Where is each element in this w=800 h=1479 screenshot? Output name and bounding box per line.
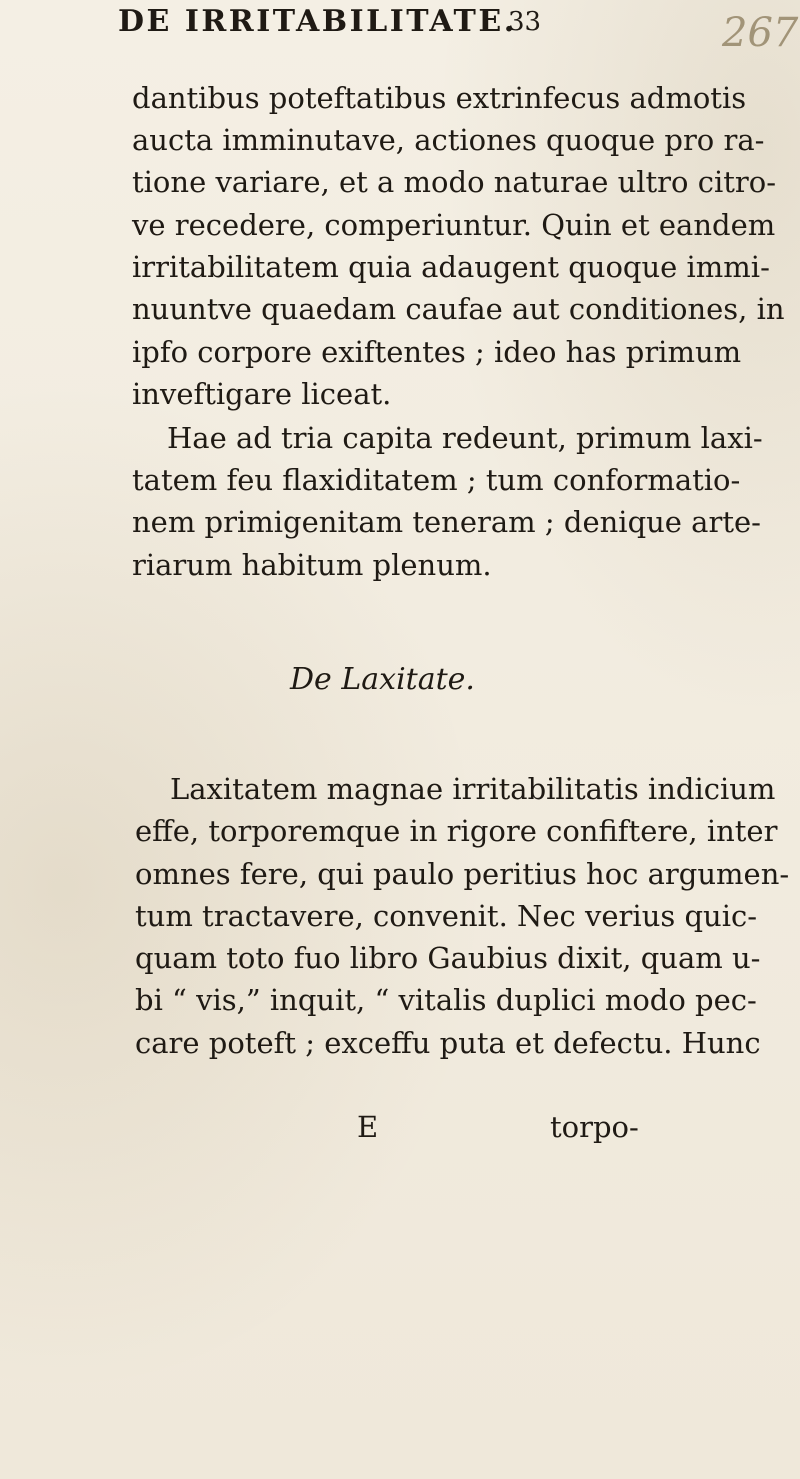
text-line: tum tractavere, convenit. Nec verius quic- (135, 899, 758, 933)
text-line: Hae ad tria capita redeunt, primum laxi- (167, 421, 763, 455)
text-line: bi “ vis,” inquit, “ vitalis duplici modo pec- (135, 983, 757, 1017)
text-line: ve recedere, comperiuntur. Quin et eandem (132, 208, 776, 242)
text-line: tatem feu flaxiditatem ; tum conformatio- (132, 463, 741, 497)
text-line: omnes fere, qui paulo peritius hoc argumen- (135, 857, 790, 891)
text-line: nuuntve quaedam caufae aut conditiones, in (132, 292, 785, 326)
text-line: dantibus poteftatibus extrinfecus admotis (132, 81, 747, 115)
text-line: aucta imminutave, actiones quoque pro ra- (132, 123, 765, 157)
text-line: riarum habitum plenum. (132, 548, 492, 582)
running-title: DE IRRITABILITATE. (118, 4, 517, 39)
handwritten-page-mark: 267 (722, 10, 799, 56)
signature-mark: E (357, 1110, 379, 1144)
text-line: irritabilitatem quia adaugent quoque immi- (132, 250, 770, 284)
page-number: 33 (508, 7, 542, 37)
text-line: care poteft ; exceffu puta et defectu. Hunc (135, 1026, 761, 1060)
text-line: ipfo corpore exiftentes ; ideo has primum (132, 335, 742, 369)
text-line: tione variare, et a modo naturae ultro citro- (132, 165, 777, 199)
text-line: inveftigare liceat. (132, 377, 392, 411)
catchword: torpo- (550, 1110, 639, 1144)
text-line: Laxitatem magnae irritabilitatis indicium (170, 772, 776, 806)
section-heading: De Laxitate. (290, 662, 475, 697)
text-line: nem primigenitam teneram ; denique arte- (132, 505, 761, 539)
text-line: effe, torporemque in rigore confiftere, inter (135, 814, 778, 848)
page-header (0, 4, 800, 56)
text-line: quam toto fuo libro Gaubius dixit, quam u- (135, 941, 761, 975)
